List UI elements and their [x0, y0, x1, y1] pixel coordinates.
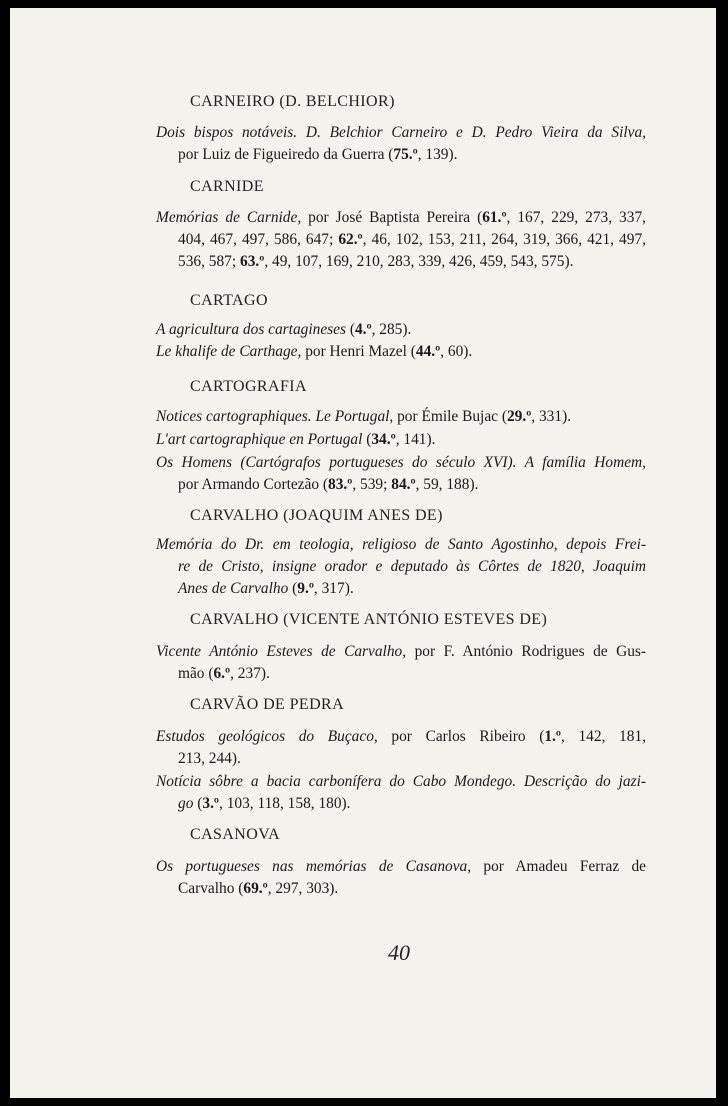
section-heading: CARVALHO (VICENTE ANTÓNIO ESTEVES DE) — [190, 611, 548, 628]
entry-line: Carvalho (69.º, 297, 303). — [178, 880, 339, 897]
section-heading: CARTAGO — [190, 292, 268, 309]
bibliography-entry — [156, 534, 646, 600]
bibliography-entry — [156, 641, 646, 685]
section-heading: CARNEIRO (D. BELCHIOR) — [190, 93, 395, 110]
entry-line: Os Homens (Cartógrafos portugueses do século XVI). A família Homem, — [156, 454, 646, 471]
section-heading: CASANOVA — [190, 826, 281, 843]
bibliography-entry — [156, 319, 646, 341]
bibliography-entry — [156, 771, 646, 815]
entry-line: L'art cartographique en Portugal (34.º, 141). — [156, 431, 436, 448]
entry-line: por Luiz de Figueiredo da Guerra (75.º, 139). — [178, 146, 458, 163]
entry-line: re de Cristo, insigne orador e deputado às Côrtes de 1820, Joaquim — [178, 558, 646, 575]
entry-line: go (3.º, 103, 118, 158, 180). — [178, 795, 351, 812]
entry-line: Os portugueses nas memórias de Casanova, por Amadeu Ferraz de — [156, 858, 646, 875]
entry-line: 536, 587; 63.º, 49, 107, 169, 210, 283, 339, 426, 459, 543, 575). — [178, 253, 574, 270]
bibliography-entry — [156, 207, 646, 273]
page-number: 40 — [388, 940, 410, 965]
entry-line: Vicente António Esteves de Carvalho, por F. António Rodrigues de Gus- — [156, 643, 647, 660]
bibliography-entry — [156, 452, 646, 496]
entry-line: Anes de Carvalho (9.º, 317). — [178, 580, 354, 597]
entry-line: Memórias de Carnide, por José Baptista Pereira (61.º, 167, 229, 273, 337, — [156, 209, 646, 226]
entry-line: Notices cartographiques. Le Portugal, por Émile Bujac (29.º, 331). — [156, 408, 572, 425]
entry-line: por Armando Cortezão (83.º, 539; 84.º, 59, 188). — [178, 476, 479, 493]
section-heading: CARVÃO DE PEDRA — [190, 696, 345, 713]
entry-line: Le khalife de Carthage, por Henri Mazel (44.º, 60). — [156, 343, 473, 360]
bibliography-entry — [156, 406, 646, 428]
section-heading: CARTOGRAFIA — [190, 378, 307, 395]
bibliography-entry — [156, 856, 646, 900]
document-page — [10, 8, 716, 1098]
entry-line: 404, 467, 497, 586, 647; 62.º, 46, 102, 153, 211, 264, 319, 366, 421, 497, — [178, 231, 646, 248]
section-heading: CARVALHO (JOAQUIM ANES DE) — [190, 507, 443, 524]
entry-line: A agricultura dos cartagineses (4.º, 285). — [156, 321, 412, 338]
entry-line: Estudos geológicos do Buçaco, por Carlos Ribeiro (1.º, 142, 181, — [156, 728, 646, 745]
bibliography-entry — [156, 122, 646, 166]
entry-line: 213, 244). — [178, 750, 241, 767]
entry-title: Dois bispos notáveis. D. Belchior Carneiro e D. Pedro Vieira da Silva, — [156, 124, 646, 141]
entry-line — [156, 122, 646, 144]
bibliography-entry — [156, 726, 646, 770]
bibliography-entry — [156, 429, 646, 451]
entry-line: Notícia sôbre a bacia carbonífera do Cabo Mondego. Descrição do jazi- — [156, 773, 646, 790]
entry-line: mão (6.º, 237). — [178, 665, 270, 682]
bibliography-entry — [156, 341, 646, 363]
entry-line: Memória do Dr. em teologia, religioso de Santo Agostinho, depois Frei- — [156, 536, 646, 553]
section-heading: CARNIDE — [190, 178, 264, 195]
